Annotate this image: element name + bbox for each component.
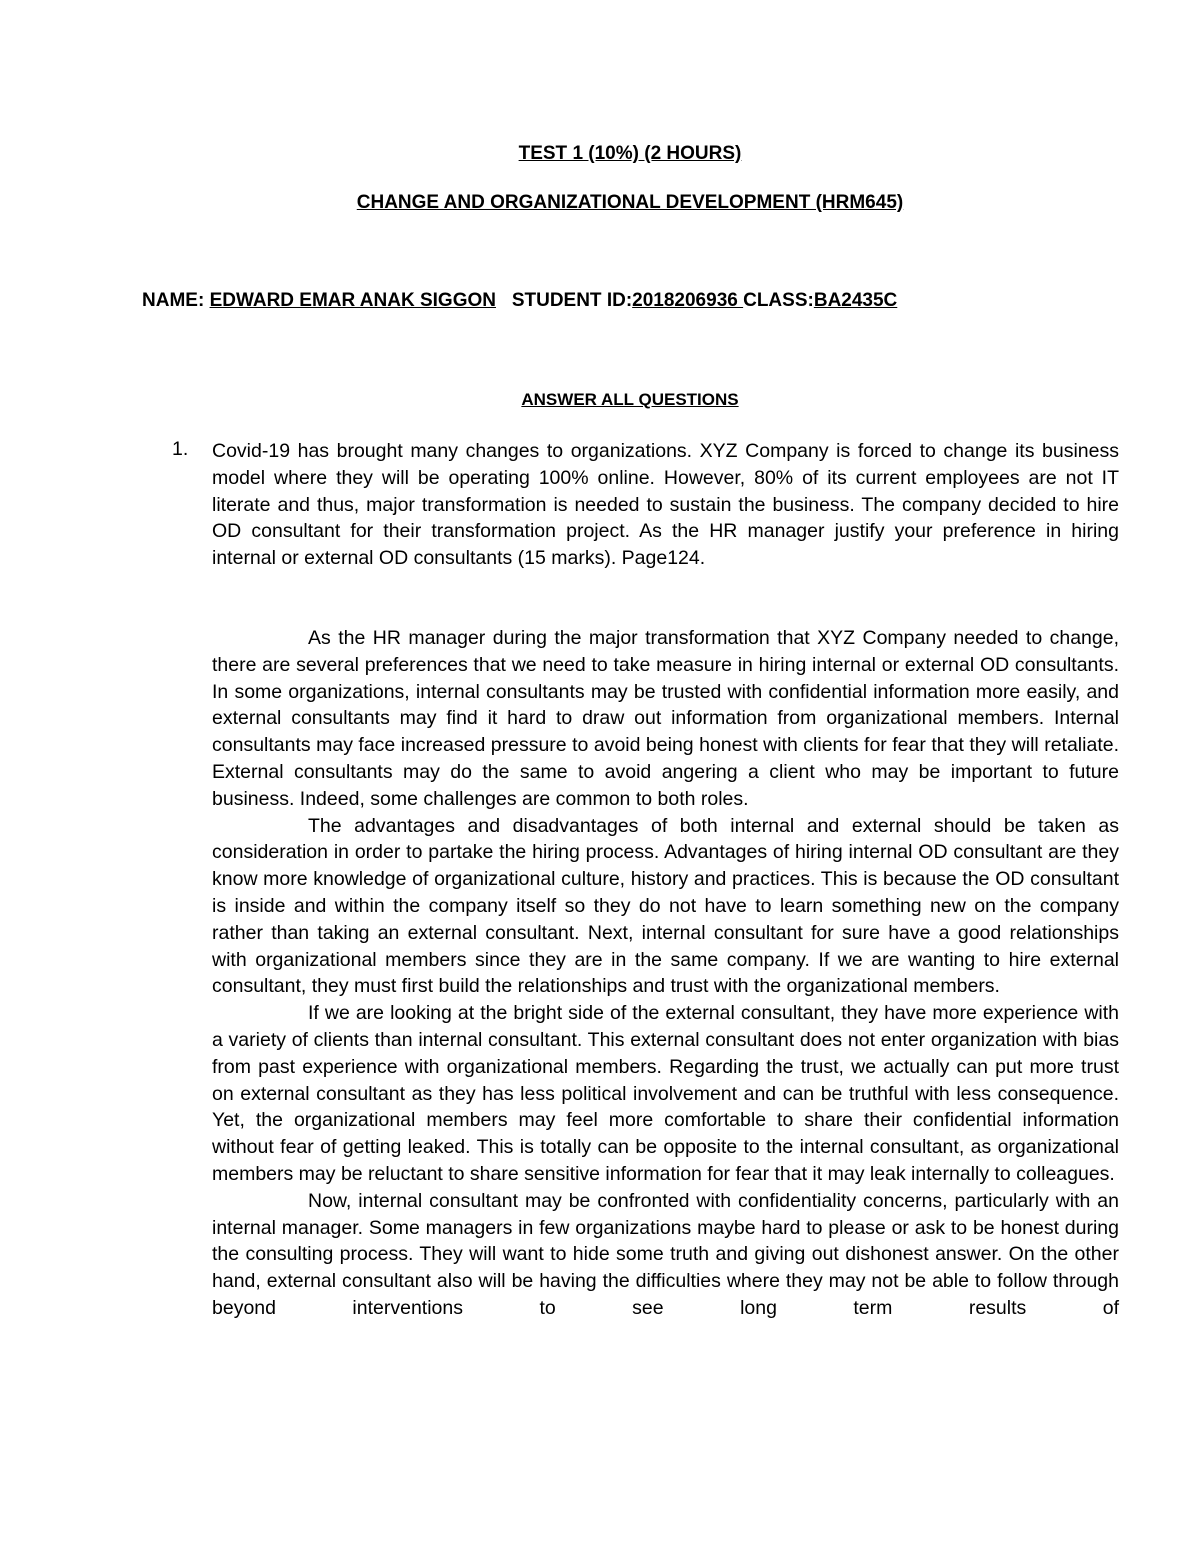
name-label: NAME: bbox=[142, 290, 210, 311]
answer-paragraph: As the HR manager during the major transformation that XYZ Company needed to change, there are several preferences that we need to take measure in hiring internal or external OD consultants. In some organizations, internal consultants may be trusted with confidential information more easily, and external consultants may find it hard to draw out information from organizational members. Internal consultants may face increased pressure to avoid being honest with clients for fear that they will retaliate. External consultants may do the same to avoid angering a client who may be important to future business. Indeed, some challenges are common to both roles. bbox=[212, 627, 1119, 810]
answer-paragraph: The advantages and disadvantages of both internal and external should be taken as consideration in order to partake the hiring process. Advantages of hiring internal OD consultant are they know more knowledge of organizational culture, history and practices. This is because the OD consultant is inside and within the company itself so they do not have to learn something new on the company rather than taking an external consultant. Next, internal consultant for sure have a good relationships with organizational members since they are in the same company. If we are wanting to hire external consultant, they must first build the relationships and trust with the organizational members. bbox=[212, 814, 1119, 998]
test-title: TEST 1 (10%) (2 HOURS) bbox=[518, 143, 742, 164]
class-label: CLASS: bbox=[743, 290, 814, 311]
question-number: 1. bbox=[172, 438, 189, 460]
student-id-label: STUDENT ID: bbox=[495, 290, 633, 311]
student-id: 2018206936 bbox=[632, 290, 744, 311]
class-value: BA2435C bbox=[813, 290, 898, 311]
student-info-line bbox=[142, 290, 897, 312]
instructions-heading: ANSWER ALL QUESTIONS bbox=[521, 390, 739, 409]
answer-paragraph: If we are looking at the bright side of the external consultant, they have more experience with a variety of clients than internal consultant. This external consultant does not enter organization with bias from past experience with organizational members. Regarding the trust, we actually can put more trust on external consultant as they has less political involvement and can be truthful with less consequence. Yet, the organizational members may feel more comfortable to share their confidential information without fear of getting leaked. This is totally can be opposite to the internal consultant, as organizational members may be reluctant to share sensitive information for fear that it may leak internally to colleagues. bbox=[212, 1002, 1119, 1185]
answer-body bbox=[212, 625, 1119, 1322]
student-name: EDWARD EMAR ANAK SIGGON bbox=[209, 290, 496, 311]
answer-paragraph: Now, internal consultant may be confronted with confidentiality concerns, particularly with an internal manager. Some managers in few organizations maybe hard to please or ask to be honest during the consulting process. They will want to hide some truth and giving out dishonest answer. On the other hand, external consultant also will be having the difficulties where they may not be able to follow through beyond interventions to see long term results of bbox=[212, 1189, 1119, 1319]
question-text: Covid-19 has brought many changes to organizations. XYZ Company is forced to change its business model where they will be operating 100% online. However, 80% of its current employees are not IT literate and thus, major transformation is needed to sustain the business. The company decided to hire OD consultant for their transformation project. As the HR manager justify your preference in hiring internal or external OD consultants (15 marks). Page124. bbox=[212, 440, 1119, 570]
course-title: CHANGE AND ORGANIZATIONAL DEVELOPMENT (HRM645) bbox=[356, 192, 904, 213]
